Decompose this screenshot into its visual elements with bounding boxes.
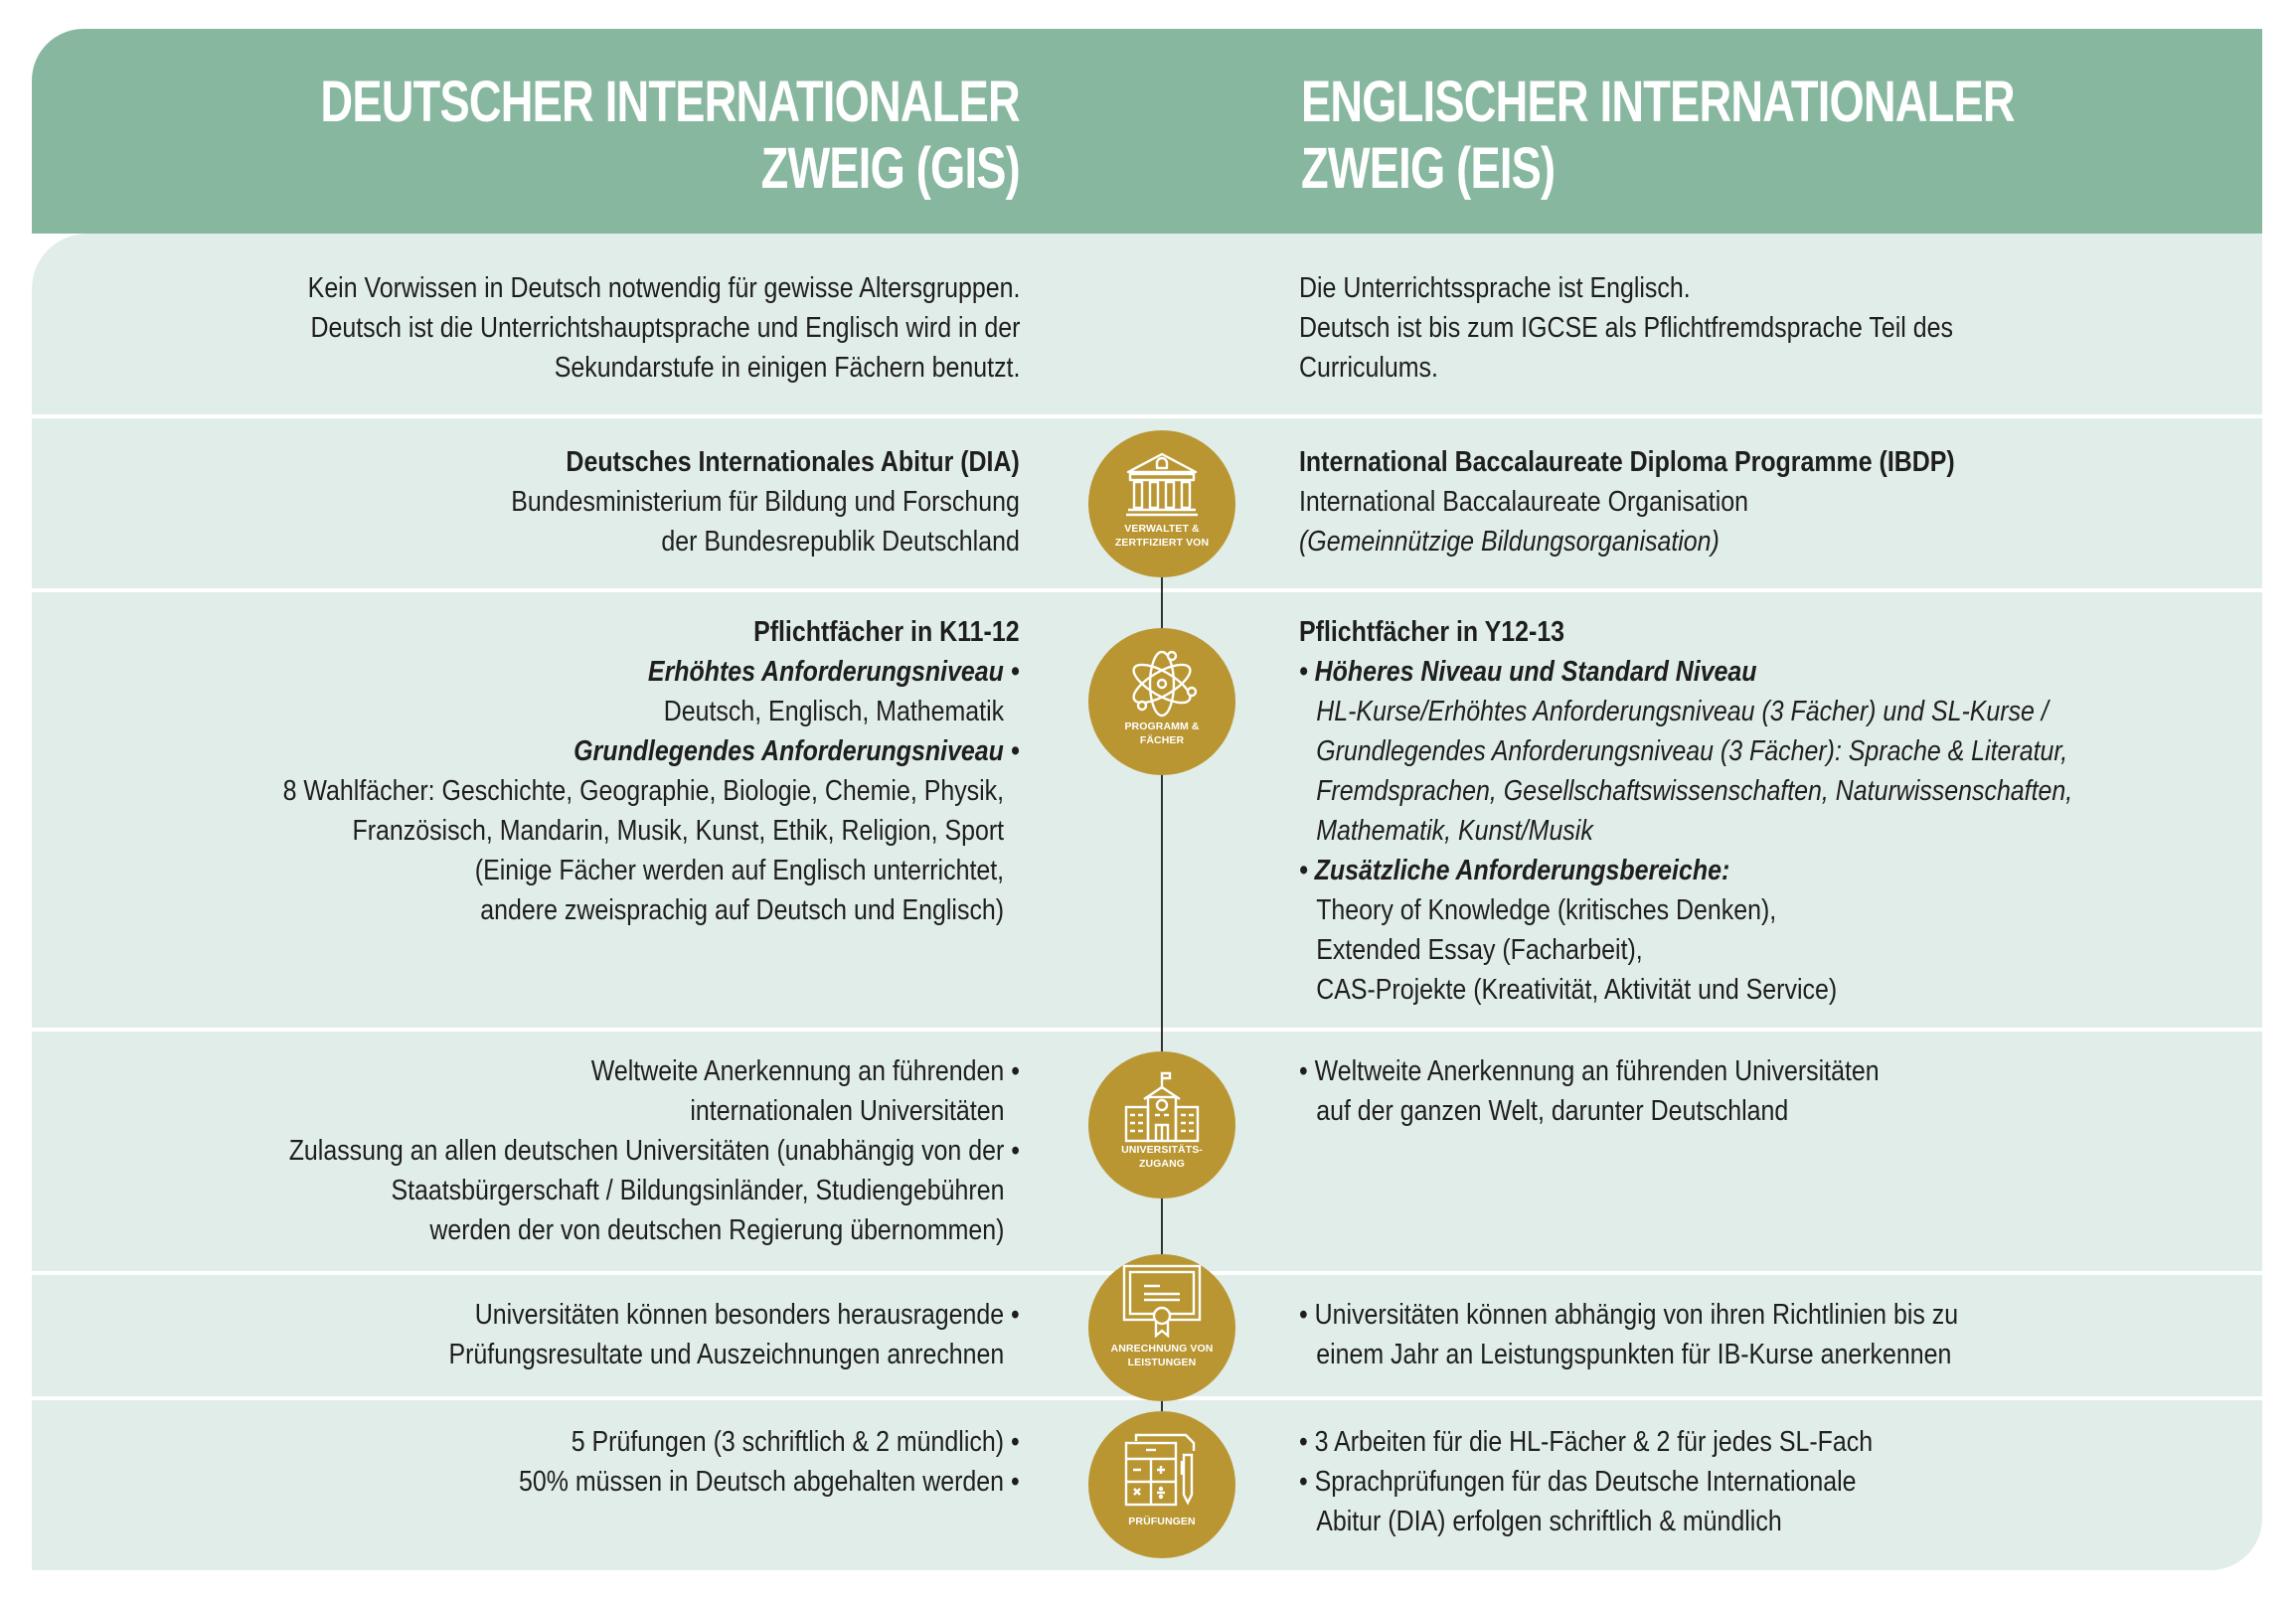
text-line: Prüfungsresultate und Auszeichnungen anrechnen bbox=[448, 1339, 1005, 1370]
text-line: CAS-Projekte (Kreativität, Aktivität und Service) bbox=[1316, 974, 1838, 1006]
text-line: (Einige Fächer werden auf Englisch unterrichtet, bbox=[475, 855, 1005, 886]
text-line: HL-Kurse/Erhöhtes Anforderungsniveau (3 Fächer) und SL-Kurse / bbox=[1316, 696, 2049, 727]
university-access-badge bbox=[1088, 1051, 1235, 1199]
section-title: Pflichtfächer in K11-12 bbox=[753, 616, 1020, 648]
text-line: auf der ganzen Welt, darunter Deutschland bbox=[1316, 1095, 1789, 1127]
section-title: Pflichtfächer in Y12-13 bbox=[1299, 616, 1565, 648]
text-line: Sekundarstufe in einigen Fächern benutzt. bbox=[554, 352, 1020, 384]
text-line: Universitäten können besonders herausragende • bbox=[474, 1299, 1020, 1331]
text-line: Französisch, Mandarin, Musik, Kunst, Ethik, Religion, Sport bbox=[352, 815, 1005, 847]
text-line: werden der von deutschen Regierung übernommen) bbox=[429, 1214, 1005, 1246]
badge-label-line: ANRECHNUNG VON bbox=[1110, 1343, 1214, 1355]
eis-title-line-1: ENGLISCHER INTERNATIONALER bbox=[1301, 70, 2015, 134]
comparison-panel bbox=[32, 234, 2262, 1570]
credit-badge bbox=[1088, 1254, 1235, 1401]
text-line: Kein Vorwissen in Deutsch notwendig für gewisse Altersgruppen. bbox=[307, 272, 1020, 304]
text-line: 50% müssen in Deutsch abgehalten werden • bbox=[519, 1466, 1020, 1498]
atom-icon bbox=[1122, 646, 1202, 720]
badge-label bbox=[1088, 1342, 1235, 1369]
text-line: 8 Wahlfächer: Geschichte, Geographie, Biologie, Chemie, Physik, bbox=[283, 775, 1005, 807]
badge-label-line: ZERTFIZIERT VON bbox=[1114, 537, 1210, 549]
badge-label-line: PROGRAMM & bbox=[1124, 720, 1200, 732]
subheading: • Höheres Niveau und Standard Niveau bbox=[1299, 656, 1757, 688]
badge-label-line: VERWALTET & bbox=[1124, 523, 1200, 535]
text-line: Bundesministerium für Bildung und Forschung bbox=[511, 486, 1020, 518]
eis-title-line-2: ZWEIG (EIS) bbox=[1301, 136, 1556, 201]
gis-title-line-2: ZWEIG (GIS) bbox=[760, 136, 1020, 201]
gis-administration-text bbox=[511, 442, 1020, 561]
text-line: Staatsbürgerschaft / Bildungsinländer, Studiengebühren bbox=[391, 1175, 1005, 1206]
text-line: • 3 Arbeiten für die HL-Fächer & 2 für jedes SL-Fach bbox=[1299, 1426, 1874, 1458]
text-line: International Baccalaureate Organisation bbox=[1299, 486, 1748, 518]
text-line: • Weltweite Anerkennung an führenden Universitäten bbox=[1299, 1055, 1880, 1087]
gis-language-text bbox=[307, 268, 1020, 388]
badge-label-line: FÄCHER bbox=[1139, 734, 1185, 746]
badge-label bbox=[1088, 1515, 1235, 1528]
exams-badge bbox=[1088, 1411, 1235, 1558]
text-line: Extended Essay (Facharbeit), bbox=[1316, 934, 1643, 966]
badge-label-line: LEISTUNGEN bbox=[1127, 1357, 1197, 1368]
gis-credit-text bbox=[449, 1295, 1020, 1374]
badge-label bbox=[1088, 522, 1235, 550]
text-note: (Gemeinnützige Bildungsorganisation) bbox=[1299, 526, 1720, 558]
text-line: 5 Prüfungen (3 schriftlich & 2 mündlich) • bbox=[572, 1426, 1020, 1458]
eis-university-text bbox=[1299, 1051, 1880, 1131]
dia-title: Deutsches Internationales Abitur (DIA) bbox=[566, 446, 1020, 478]
eis-language-text bbox=[1299, 268, 1953, 388]
subheading: • Zusätzliche Anforderungsbereiche: bbox=[1299, 855, 1730, 886]
row-language bbox=[32, 234, 2262, 414]
programme-badge bbox=[1088, 628, 1235, 775]
calculator-exam-icon bbox=[1122, 1433, 1202, 1507]
text-line: andere zweisprachig auf Deutsch und Englisch) bbox=[480, 894, 1005, 926]
university-building-icon bbox=[1122, 1069, 1202, 1143]
text-line: • Sprachprüfungen für das Deutsche Internationale bbox=[1299, 1466, 1857, 1498]
badge-label bbox=[1088, 720, 1235, 747]
certificate-icon bbox=[1122, 1264, 1202, 1338]
subheading: Erhöhtes Anforderungsniveau • bbox=[648, 656, 1020, 688]
text-line: Curriculums. bbox=[1299, 352, 1438, 384]
text-line: Zulassung an allen deutschen Universitäten (unabhängig von der • bbox=[288, 1135, 1020, 1167]
badge-label bbox=[1088, 1143, 1235, 1171]
text-line: Theory of Knowledge (kritisches Denken), bbox=[1316, 894, 1777, 926]
building-columns-icon bbox=[1122, 448, 1202, 522]
text-line: Die Unterrichtssprache ist Englisch. bbox=[1299, 272, 1691, 304]
eis-programme-text bbox=[1299, 612, 2072, 1010]
comparison-card bbox=[32, 29, 2262, 1570]
eis-credit-text bbox=[1299, 1295, 1958, 1374]
text-line: Mathematik, Kunst/Musik bbox=[1316, 815, 1593, 847]
text-line: Grundlegendes Anforderungsniveau (3 Fächer): Sprache & Literatur, bbox=[1316, 735, 2068, 767]
badge-label-line: ZUGANG bbox=[1138, 1158, 1186, 1170]
administration-badge bbox=[1088, 430, 1235, 577]
text-line: Deutsch ist die Unterrichtshauptsprache und Englisch wird in der bbox=[310, 312, 1020, 344]
badge-label-line: UNIVERSITÄTS- bbox=[1121, 1144, 1203, 1156]
eis-title bbox=[1301, 69, 2015, 202]
text-line: Deutsch ist bis zum IGCSE als Pflichtfremdsprache Teil des bbox=[1299, 312, 1953, 344]
ibdp-title: International Baccalaureate Diploma Programme (IBDP) bbox=[1299, 446, 1955, 478]
eis-administration-text bbox=[1299, 442, 1955, 561]
gis-university-text bbox=[289, 1051, 1020, 1250]
header-banner bbox=[32, 29, 2262, 234]
text-line: Deutsch, Englisch, Mathematik bbox=[664, 696, 1005, 727]
text-line: einem Jahr an Leistungspunkten für IB-Kurse anerkennen bbox=[1316, 1339, 1952, 1370]
badge-label-line: PRÜFUNGEN bbox=[1128, 1516, 1196, 1527]
gis-exams-text bbox=[519, 1422, 1020, 1502]
eis-exams-text bbox=[1299, 1422, 1873, 1541]
text-line: Weltweite Anerkennung an führenden • bbox=[590, 1055, 1020, 1087]
gis-programme-text bbox=[283, 612, 1020, 930]
text-line: der Bundesrepublik Deutschland bbox=[661, 526, 1020, 558]
text-line: Abitur (DIA) erfolgen schriftlich & mündlich bbox=[1316, 1506, 1782, 1537]
subheading: Grundlegendes Anforderungsniveau • bbox=[574, 735, 1020, 767]
text-line: Fremdsprachen, Gesellschaftswissenschaften, Naturwissenschaften, bbox=[1316, 775, 2073, 807]
text-line: • Universitäten können abhängig von ihren Richtlinien bis zu bbox=[1299, 1299, 1959, 1331]
text-line: internationalen Universitäten bbox=[690, 1095, 1005, 1127]
gis-title-line-1: DEUTSCHER INTERNATIONALER bbox=[320, 70, 1020, 134]
gis-title bbox=[320, 69, 1020, 202]
